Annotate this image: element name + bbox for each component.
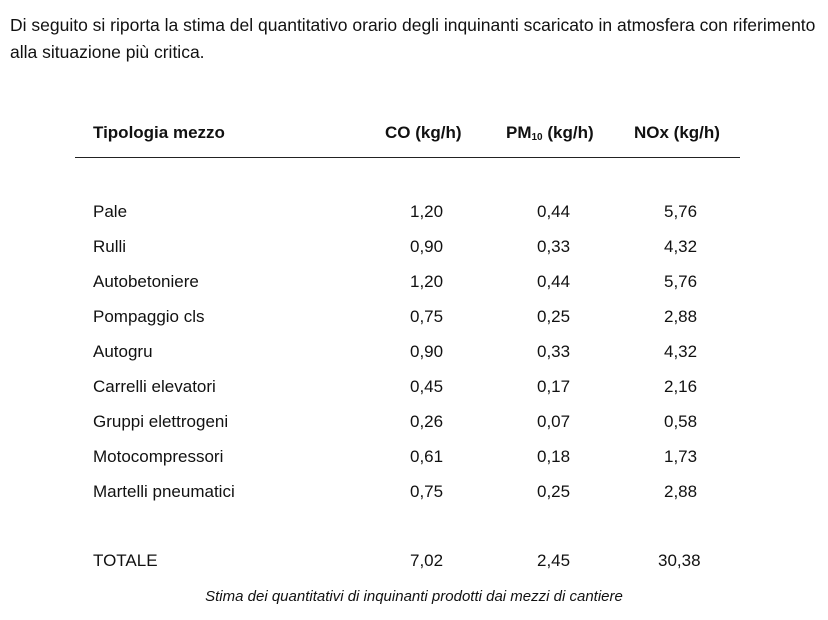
cell-name: Autobetoniere [93,272,199,291]
cell-pm10: 0,44 [537,272,571,291]
cell-co: 0,61 [410,447,444,466]
cell-nox: 1,73 [664,447,698,466]
cell-co: 1,20 [410,272,444,291]
table-caption: Stima dei quantitativi di inquinanti prodotti dai mezzi di cantiere [205,588,623,605]
table-row [75,265,740,300]
cell-name: Rulli [93,237,127,256]
cell-co: 0,90 [410,237,444,256]
cell-pm10: 0,25 [537,482,571,501]
header-pm-unit: (kg/h) [542,123,594,142]
cell-nox: 5,76 [664,272,698,291]
cell-nox: 2,88 [664,307,698,326]
cell-pm10: 0,33 [537,237,571,256]
cell-pm10: 0,17 [537,377,571,396]
header-pm-main: PM [506,123,532,142]
table-row [75,195,740,230]
cell-name: Martelli pneumatici [93,482,235,501]
header-tipologia: Tipologia mezzo [93,123,225,142]
table-row [75,300,740,335]
cell-co: 0,26 [410,412,444,431]
cell-co: 0,90 [410,342,444,361]
table-header [75,113,740,158]
table-row [75,475,740,510]
cell-co: 0,45 [410,377,444,396]
table-body [75,195,740,510]
cell-pm10: 0,07 [537,412,571,431]
cell-pm10: 0,18 [537,447,571,466]
total-label: TOTALE [93,551,158,570]
cell-name: Pompaggio cls [93,307,205,326]
header-pm-sub: 10 [531,132,543,143]
table-row [75,335,740,370]
table-total-row [75,544,740,579]
cell-nox: 2,88 [664,482,698,501]
cell-co: 0,75 [410,482,444,501]
header-nox: NOx (kg/h) [634,123,720,142]
total-nox: 30,38 [658,551,701,570]
table-row [75,370,740,405]
cell-pm10: 0,44 [537,202,571,221]
cell-pm10: 0,33 [537,342,571,361]
cell-co: 0,75 [410,307,444,326]
cell-nox: 0,58 [664,412,698,431]
cell-nox: 2,16 [664,377,698,396]
cell-nox: 5,76 [664,202,698,221]
cell-nox: 4,32 [664,237,698,256]
intro-paragraph: Di seguito si riporta la stima del quantitativo orario degli inquinanti scaricato in atmosfera con riferimento alla situazione più critica. [10,15,816,62]
table-row [75,405,740,440]
total-co: 7,02 [410,551,444,570]
cell-pm10: 0,25 [537,307,571,326]
cell-name: Carrelli elevatori [93,377,216,396]
cell-name: Pale [93,202,128,221]
table-row [75,230,740,265]
cell-name: Gruppi elettrogeni [93,412,229,431]
total-pm10: 2,45 [537,551,571,570]
emissions-table [75,113,740,579]
cell-nox: 4,32 [664,342,698,361]
cell-co: 1,20 [410,202,444,221]
header-pm10 [506,123,594,143]
header-co: CO (kg/h) [385,123,462,142]
table-row [75,440,740,475]
cell-name: Autogru [93,342,153,361]
cell-name: Motocompressori [93,447,224,466]
